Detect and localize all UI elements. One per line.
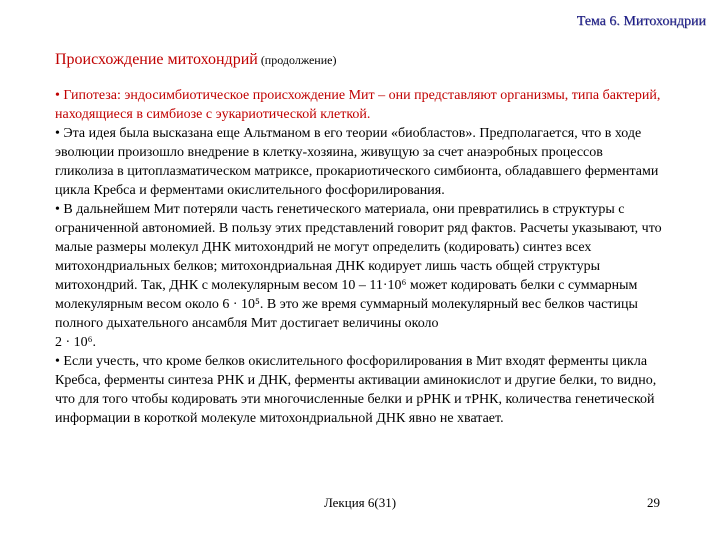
altmann-paragraph: • Эта идея была высказана еще Альтманом в его теории «биобластов». Предполагается, что в ходе эволюции произошло внедрение в клетку-хозяина, живущую за счет анаэробных процессов гликолиза в цитоплазматическом матриксе, прокариотического симбионта, обладавшего ферментами цикла Кребса и ферментами окислительного фосфорилирования.	[55, 126, 659, 198]
slide-body	[55, 86, 665, 428]
evidence-paragraph: • В дальнейшем Мит потеряли часть генетического материала, они превратились в структуры с ограниченной автономией. В пользу этих представлений говорит ряд фактов. Расчеты указывают, что малые размеры молекул ДНК митохондрий не могут определить (кодировать) синтез всех митохондриальных белков; митохондриальная ДНК кодирует лишь часть общей структуры митохондрий. Так, ДНК с молекулярным весом 10 – 11·10⁶ может кодировать белки с суммарным молекулярным весом около 6 · 10⁵. В это же время суммарный молекулярный вес белков частицы полного дыхательного ансамбля Мит достигает величины около	[55, 202, 662, 331]
slide-title: Происхождение митохондрий	[55, 51, 258, 68]
hypothesis-paragraph: • Гипотеза: эндосимбиотическое происхождение Мит – они представляют организмы, типа бактерий, находящиеся в симбиозе с эукариотической клеткой.	[55, 88, 661, 122]
evidence-value-line: 2 · 10⁶.	[55, 335, 97, 350]
conclusion-paragraph: • Если учесть, что кроме белков окислительного фосфорилирования в Мит входят ферменты цикла Кребса, ферменты синтеза РНК и ДНК, ферменты активации аминокислот и другие белки, то видно, что для того чтобы кодировать эти многочисленные белки и рРНК и тРНК, количества генетической информации в короткой молекуле митохондриальной ДНК явно не хватает.	[55, 354, 657, 426]
slide-topic: Тема 6. Митохондрии	[576, 14, 706, 29]
slide-heading	[55, 51, 336, 69]
slide-title-note: (продолжение)	[257, 53, 337, 67]
page-number: 29	[647, 495, 660, 510]
lecture-footer: Лекция 6(31)	[323, 495, 397, 510]
